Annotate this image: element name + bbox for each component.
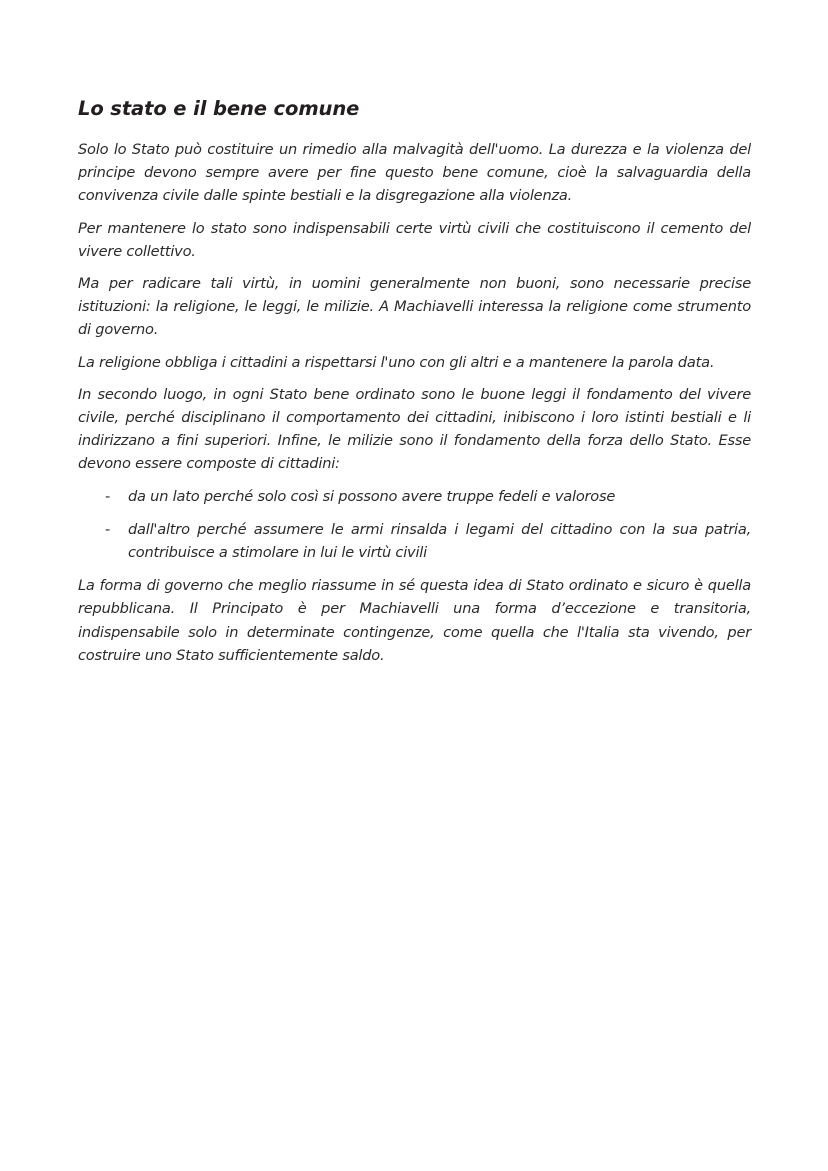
dash-marker-icon: -	[105, 520, 111, 538]
page-title: Lo stato e il bene comune	[78, 97, 360, 120]
list-item-text: dall'altro perché assumere le armi rinsalda i legami del cittadino con la sua patria, contribuisce a stimolare in lui le virtù civili	[128, 520, 751, 562]
dash-marker-icon: -	[105, 487, 111, 505]
list-item-text: da un lato perché solo così si possono avere truppe fedeli e valorose	[128, 487, 616, 505]
paragraph-2: Per mantenere lo stato sono indispensabili certe virtù civili che costituiscono il cemento del vivere collettivo.	[78, 219, 751, 260]
list-item	[78, 485, 751, 508]
paragraph-4: La religione obbliga i cittadini a rispettarsi l'uno con gli altri e a mantenere la parola data.	[78, 353, 715, 371]
dashed-list	[78, 485, 751, 565]
document-body	[78, 96, 751, 667]
paragraph-3: Ma per radicare tali virtù, in uomini generalmente non buoni, sono necessarie precise istituzioni: la religione, le leggi, le milizie. A Machiavelli interessa la religione come strumento di governo.	[78, 275, 751, 339]
paragraph-5: In secondo luogo, in ogni Stato bene ordinato sono le buone leggi il fondamento del vivere civile, perché disciplinano il comportamento dei cittadini, inibiscono i loro istinti bestiali e li indirizzano a fini superiori. Infine, le milizie sono il fondamento della forza dello Stato. Esse devono essere composte di cittadini:	[78, 385, 751, 473]
closing-paragraph: La forma di governo che meglio riassume in sé questa idea di Stato ordinato e sicuro è quella repubblicana. Il Principato è per Machiavelli una forma d’eccezione e transitoria, indispensabile solo in determinate contingenze, come quella che l'Italia sta vivendo, per costruire uno Stato sufficientemente saldo.	[78, 577, 751, 664]
list-item	[78, 518, 751, 564]
paragraph-1: Solo lo Stato può costituire un rimedio alla malvagità dell'uomo. La durezza e la violenza del principe devono sempre avere per fine questo bene comune, cioè la salvaguardia della convivenza civile dalle spinte bestiali e la disgregazione alla violenza.	[78, 141, 751, 205]
